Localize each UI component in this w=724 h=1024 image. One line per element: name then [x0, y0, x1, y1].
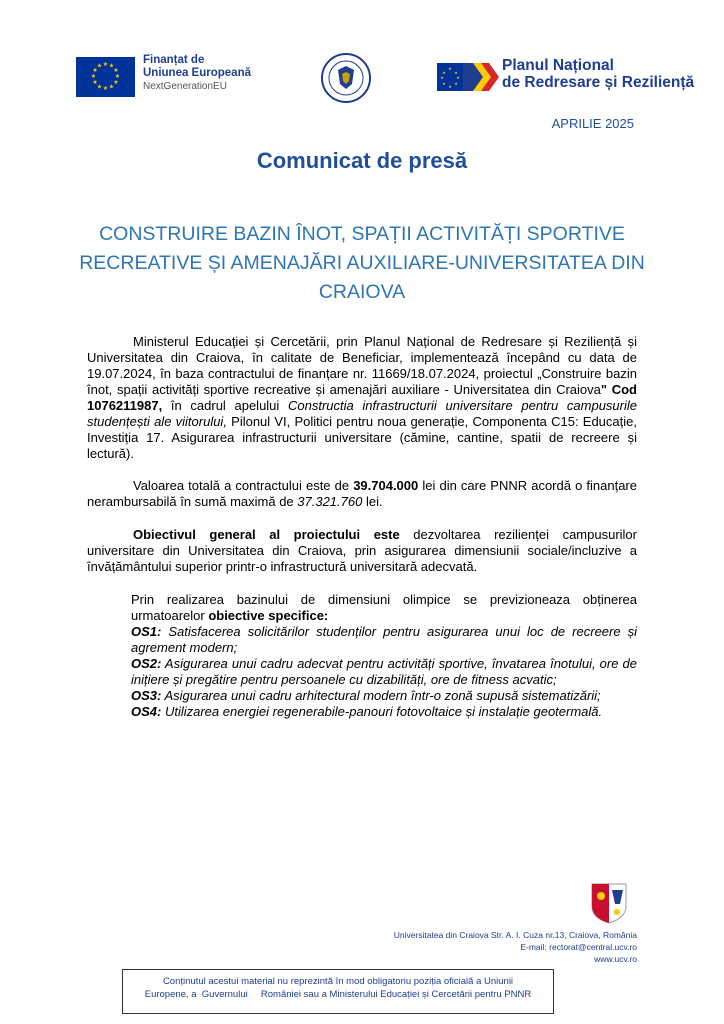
paragraph-value: Valoarea totală a contractului este de 39.704.000 lei din care PNNR acordă o finanțare nerambursabilă în sumă maximă de 37.321.760 lei. — [87, 478, 637, 509]
header-logos — [0, 40, 724, 110]
svg-text:★: ★ — [454, 81, 458, 86]
paragraph-intro: Ministerul Educației și Cercetării, prin Planul Național de Redresare și Reziliență și Universitatea din Craiova, în calitate de Beneficiar, implementează începând cu data de 19.07.2024, în baza contractului de finanțare nr. 11669/18.07.2024, proiectul „Construire bazin înot, spații activități sportive recreative și amenajări auxiliare - Universitatea din Craiova" Cod 1076211987, în cadrul apelului Constructia infrastructurii universitare pentru campusurile studențești ale viitorului, Pilonul VI, Politici pentru noua generație, Componenta C15: Educație, Investiția 17. Asigurarea infrastructurii universitare (cămine, cantine, spatii de recreere și lectură). — [87, 334, 637, 461]
svg-text:★: ★ — [448, 66, 452, 71]
svg-text:★: ★ — [90, 73, 97, 80]
svg-text:★: ★ — [454, 70, 458, 75]
pnrr-logo-icon — [437, 60, 499, 94]
svg-text:★: ★ — [113, 67, 119, 74]
svg-text:★: ★ — [448, 84, 452, 89]
footer-contact: Universitatea din Craiova Str. A. I. Cuza nr.13, Craiova, România E-mail: rectorat@central.ucv.ro www.ucv.ro — [393, 930, 637, 964]
svg-text:★: ★ — [440, 75, 444, 80]
svg-text:★: ★ — [456, 75, 460, 80]
pnrr-label: Planul Național de Redresare și Reziliență — [502, 57, 695, 91]
paragraph-general-objective: Obiectivul general al proiectului este dezvoltarea rezilienței campusurilor universitare din Universitatea din Craiova, prin asigurarea dimensiunii sociale/incluzive a învățământului superior printr-o infrastructură universitară adecvată. — [87, 527, 637, 574]
svg-text:★: ★ — [442, 70, 446, 75]
romanian-government-seal-icon — [320, 52, 372, 104]
objectives-intro: Prin realizarea bazinului de dimensiuni olimpice se previzioneaza obținerea urmatoarelor obiective specifice: — [131, 592, 637, 623]
release-date: APRILIE 2025 — [551, 116, 634, 131]
list-item: OS2: Asigurarea unui cadru adecvat pentru activități sportive, învatarea înotului, ore de inițiere și pregătire pentru persoanele cu dizabilități, ore de fitness acvatic; — [131, 656, 637, 687]
list-item: OS4: Utilizarea energiei regenerabile-panouri fotovoltaice și instalație geotermală. — [131, 704, 603, 719]
disclaimer: Conținutul acestui material nu reprezintă în mod obligatoriu poziția oficială a Uniunii Europene, a Guvernului României sau a Ministerului Educației și Cercetării pentru PNNR — [122, 969, 554, 1014]
svg-text:★: ★ — [442, 81, 446, 86]
svg-text:★: ★ — [108, 83, 115, 91]
list-item: OS3: Asigurarea unui cadru arhitectural modern într-o zonă supusă sistematizării; — [131, 688, 601, 703]
svg-text:★: ★ — [92, 79, 98, 86]
svg-text:★: ★ — [102, 85, 109, 92]
project-title: CONSTRUIRE BAZIN ÎNOT, SPAȚII ACTIVITĂȚI SPORTIVE RECREATIVE ȘI AMENAJĂRI AUXILIARE-UNIVERSITATEA DIN CRAIOVA — [79, 223, 645, 303]
svg-text:★: ★ — [96, 62, 103, 70]
svg-text:★: ★ — [102, 61, 109, 68]
list-item: OS1: Satisfacerea solicitărilor studenților pentru asigurarea unui loc de recreere și agrement modern; — [131, 624, 637, 655]
svg-text:★: ★ — [96, 83, 103, 91]
svg-text:★: ★ — [113, 79, 119, 86]
svg-text:★: ★ — [108, 62, 115, 70]
document-title: Comunicat de presă — [256, 148, 468, 173]
svg-text:★: ★ — [114, 73, 121, 80]
eu-flag-icon — [76, 57, 135, 97]
eu-funding-label: Finanțat de Uniunea Europeană NextGenerationEU — [143, 54, 251, 92]
svg-text:★: ★ — [92, 67, 98, 74]
university-crest-icon — [590, 882, 628, 924]
paragraph-specific-objectives — [131, 592, 637, 720]
